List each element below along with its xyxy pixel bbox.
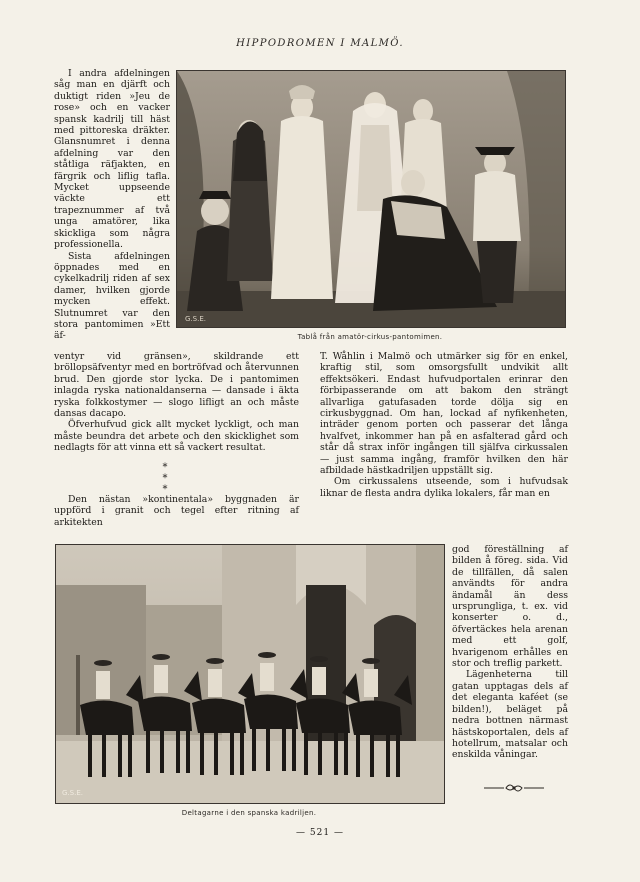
ornament-icon [482,781,546,795]
paragraph: Lägenheterna till gatan upptagas dels af det eleganta kaféet (se bilden!), beläget på nedra bottnen närmast hästskoportalen, dels af hotellrum, matsalar och enskilda våningar. [452,669,568,761]
left-column-continuation [54,494,299,528]
photo-monogram: G.S.E. [62,789,83,797]
paragraph: T. Wåhlin i Malmö och utmärker sig för en enkel, kraftig stil, som omsorgsfullt undvikit allt effektsökeri. Endast hufvudportalen erinrar den förbipasserande om att bakom den strängt allvarliga gatufasaden torde dölja sig en cirkusbyggnad. Om han, lockad af nyfikenheten, inträder genom porten och passerar det långa hvalfvet, inkommer han på en asfalterad gård och står då strax inför ingången till själfva cirkussalen — just samma ingång, framför hvilken den här afbildade hästkadriljen uppställt sig. [320,351,568,477]
paragraph: god föreställning af bilden å föreg. sida. Vid de tillfällen, då salen användts för andra ändamål än dess ursprungliga, t. ex. vid konserter o. d., öfvertäckes hela arenan med ett golf, hvarigenom erhålles en stor och treflig parkett. [452,544,568,670]
page-number: — 521 — [296,828,344,838]
right-narrow-column [452,544,568,761]
running-head: HIPPODROMEN I MALMÖ. [236,38,404,49]
paragraph: Den nästan »kontinentala» byggnaden är uppförd i granit och tegel efter ritning af arkitekten [54,494,299,528]
pantomime-photo-image [177,71,565,327]
photo-monogram: G.S.E. [185,315,206,323]
kadrilj-photo-caption: Deltagarne i den spanska kadriljen. [181,809,317,817]
section-break: * * * [162,462,186,495]
right-column [320,351,568,499]
paragraph: Om cirkussalens utseende, som i hufvudsak liknar de flesta andra dylika lokalers, får man en [320,476,568,499]
kadrilj-photo-image [56,545,444,803]
left-column [54,351,299,454]
pantomime-photo-caption: Tablå från amatör-cirkus-pantomimen. [297,333,443,341]
paragraph: Öfverhufvud gick allt mycket lyckligt, och man måste beundra det arbete och den skicklighet som nedlagts för att vinna ett så vackert resultat. [54,419,299,454]
left-top-column [54,68,170,342]
kadrilj-photo [55,544,445,804]
pantomime-photo [176,70,566,328]
paragraph: I andra afdelningen såg man en djärft och duktigt riden »Jeu de rose» och en vacker spansk kadrilj till häst med pittoreska dräkter. Glansnumret i denna afdelning var den ståtliga räfjakten, en färgrik och liflig tafla. Mycket uppseende väckte ett trapeznummer af två unga amatörer, lika skickliga som några professionella. [54,68,170,251]
paragraph: Sista afdelningen öppnades med en cykelkadrilj riden af sex damer, hvilken gjorde mycken effekt. Slutnumret var den stora pantomimen »Ett äf- [54,250,170,342]
paragraph: ventyr vid gränsen», skildrande ett bröllopsäfventyr med en bortröfvad och återvunnen brud. Den gjorde stor lycka. De i pantomimen inlagda ryska nationaldanserna — dansade i äkta ryska folkkostymer — slogo lifligt an och måste dansas dacapo. [54,351,299,420]
